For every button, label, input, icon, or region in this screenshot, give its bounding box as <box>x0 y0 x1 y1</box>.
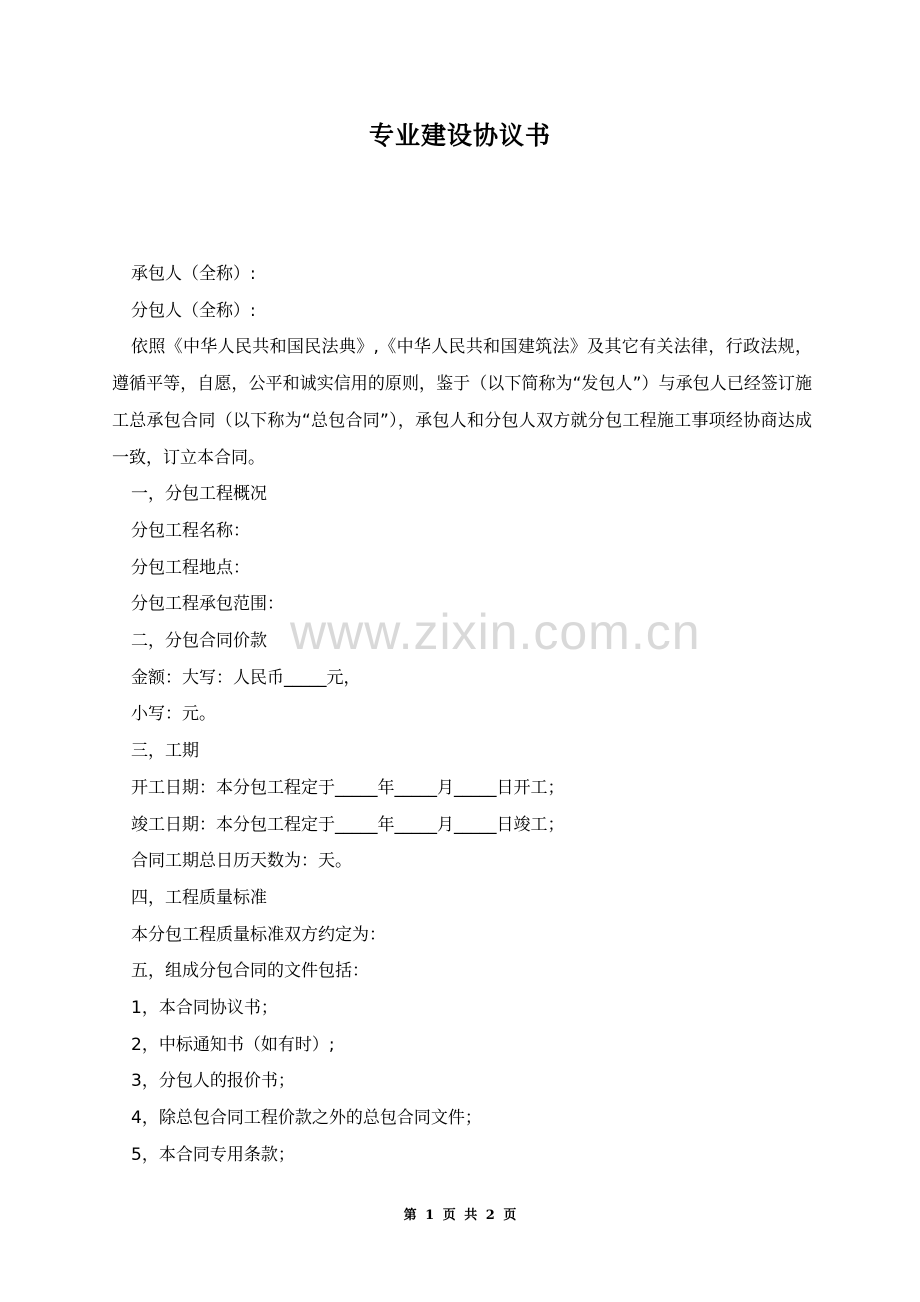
document-list-item-4: 4，除总包合同工程价款之外的总包合同文件； <box>131 1108 482 1129</box>
document-list-item-2: 2，中标通知书（如有时）; <box>131 1034 335 1055</box>
page-footer: 第 1 页 共 2 页 <box>403 1208 517 1223</box>
amount-lowercase-line: 小写：元。 <box>131 704 216 725</box>
document-list-item-3: 3，分包人的报价书； <box>131 1071 295 1092</box>
subcontractor-name-line: 分包人（全称）: <box>131 300 256 321</box>
contractor-name-line: 承包人（全称）: <box>131 264 256 284</box>
section-heading-1: 一，分包工程概况 <box>131 484 267 505</box>
completion-date-line: 竣工日期：本分包工程定于_____年_____月_____日竣工； <box>131 814 565 835</box>
total-days-line: 合同工期总日历天数为：天。 <box>131 851 352 872</box>
section-heading-4: 四，工程质量标准 <box>131 887 267 908</box>
document-body <box>112 256 812 1174</box>
document-list-item-5: 5，本合同专用条款； <box>131 1144 295 1165</box>
project-location-line: 分包工程地点： <box>131 557 250 578</box>
section-heading-5: 五，组成分包合同的文件包括： <box>131 961 369 982</box>
start-date-line: 开工日期：本分包工程定于_____年_____月_____日开工； <box>131 777 565 798</box>
preamble-paragraph: 依照《中华人民共和国民法典》,《中华人民共和国建筑法》及其它有关法律，行政法规，遵循平等，自愿，公平和诚实信用的原则，鉴于（以下简称为“发包人”）与承包人已经签订施工总承包合同（以下称为“总包合同”），承包人和分包人双方就分包工程施工事项经协商达成一致，订立本合同。 <box>112 337 812 468</box>
document-title: 专业建设协议书 <box>368 121 551 150</box>
quality-standard-line: 本分包工程质量标准双方约定为： <box>131 924 386 945</box>
document-list-item-1: 1，本合同协议书； <box>131 998 278 1019</box>
project-scope-line: 分包工程承包范围： <box>131 594 284 615</box>
section-heading-3: 三，工期 <box>131 741 199 762</box>
watermark: www.zixin.com.cn <box>290 604 701 660</box>
project-name-line: 分包工程名称： <box>131 520 250 541</box>
section-heading-2: 二，分包合同价款 <box>131 631 267 652</box>
amount-uppercase-line: 金额：大写：人民币_____元， <box>131 667 361 688</box>
